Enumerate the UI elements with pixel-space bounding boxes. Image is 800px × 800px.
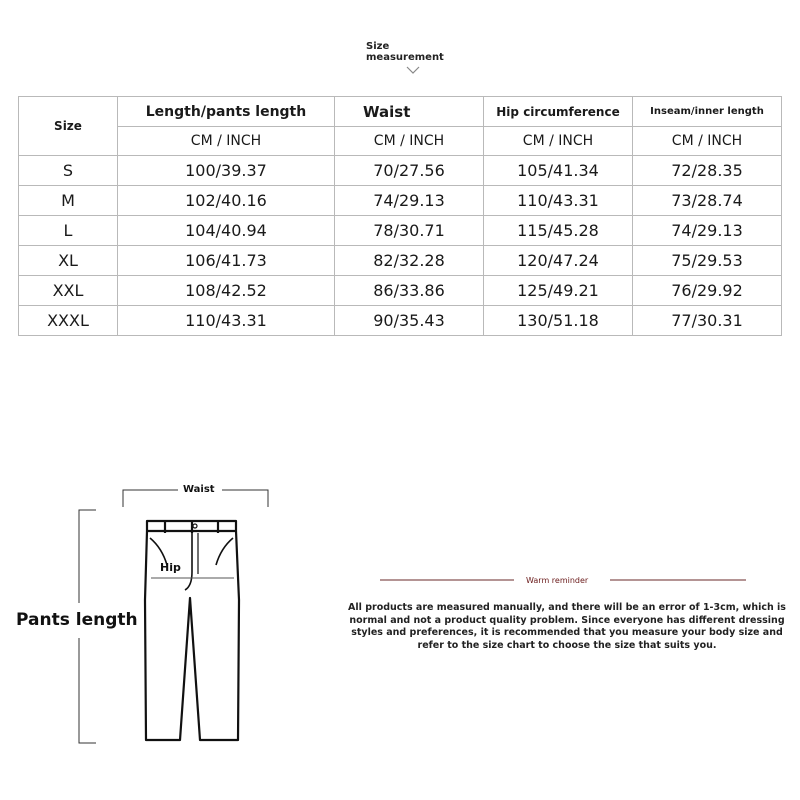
table-cell: 106/41.73 — [118, 246, 335, 276]
unit-label: CM / INCH — [484, 127, 633, 156]
table-cell: 77/30.31 — [633, 306, 782, 336]
heading-line-1: Size — [366, 41, 390, 52]
table-cell: 86/33.86 — [335, 276, 484, 306]
table-cell: 104/40.94 — [118, 216, 335, 246]
table-cell: 110/43.31 — [484, 186, 633, 216]
heading-line-2: measurement — [366, 52, 444, 63]
unit-label: CM / INCH — [335, 127, 484, 156]
table-cell: 100/39.37 — [118, 156, 335, 186]
waist-label: Waist — [183, 484, 215, 495]
size-cell: L — [19, 216, 118, 246]
size-column-header: Size — [19, 97, 118, 156]
size-cell: XXXL — [19, 306, 118, 336]
column-header-hip: Hip circumference — [484, 97, 633, 127]
table-cell: 108/42.52 — [118, 276, 335, 306]
hip-label: Hip — [160, 561, 181, 574]
column-header-waist: Waist — [335, 97, 484, 127]
table-cell: 74/29.13 — [633, 216, 782, 246]
table-cell: 105/41.34 — [484, 156, 633, 186]
table-cell: 110/43.31 — [118, 306, 335, 336]
unit-label: CM / INCH — [633, 127, 782, 156]
table-cell: 120/47.24 — [484, 246, 633, 276]
table-cell: 72/28.35 — [633, 156, 782, 186]
size-cell: XL — [19, 246, 118, 276]
table-cell: 125/49.21 — [484, 276, 633, 306]
column-header-length: Length/pants length — [118, 97, 335, 127]
table-cell: 73/28.74 — [633, 186, 782, 216]
table-cell: 130/51.18 — [484, 306, 633, 336]
warm-reminder-text: All products are measured manually, and there will be an error of 1-3cm, which is normal and not a product quality problem. Since everyone has different dressing styles and preferences, it is recommended that you measure your body size and refer to the size chart to choose the size that suits you. — [348, 602, 786, 651]
table-cell: 76/29.92 — [633, 276, 782, 306]
table-cell: 74/29.13 — [335, 186, 484, 216]
table-cell: 82/32.28 — [335, 246, 484, 276]
size-cell: XXL — [19, 276, 118, 306]
table-cell: 75/29.53 — [633, 246, 782, 276]
column-header-inseam: Inseam/inner length — [633, 97, 782, 127]
size-cell: M — [19, 186, 118, 216]
pants-length-label: Pants length — [16, 610, 138, 630]
table-cell: 78/30.71 — [335, 216, 484, 246]
table-cell: 90/35.43 — [335, 306, 484, 336]
unit-label: CM / INCH — [118, 127, 335, 156]
table-cell: 102/40.16 — [118, 186, 335, 216]
pants-icon — [145, 521, 239, 740]
warm-reminder-title: Warm reminder — [526, 576, 589, 585]
table-cell: 70/27.56 — [335, 156, 484, 186]
size-cell: S — [19, 156, 118, 186]
table-cell: 115/45.28 — [484, 216, 633, 246]
